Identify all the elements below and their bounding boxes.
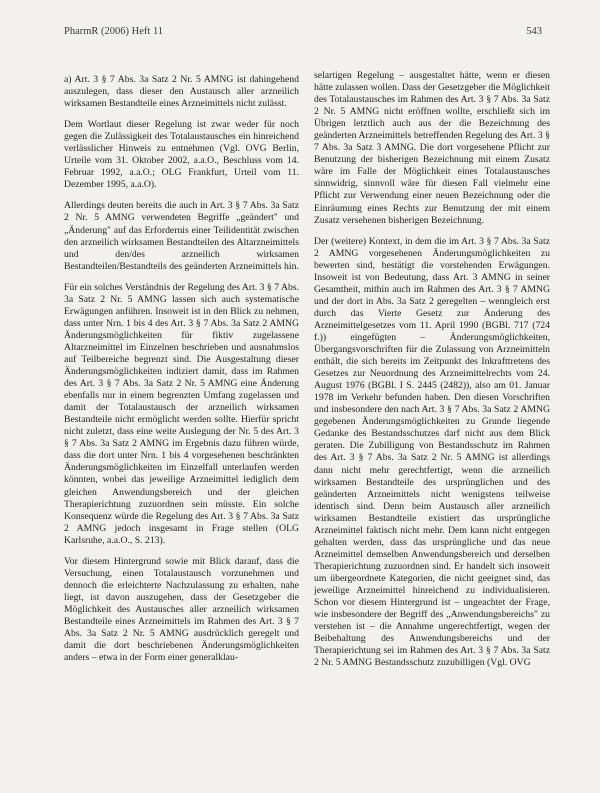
paragraph: Der (weitere) Kontext, in dem die im Art. 3 § 7 Abs. 3a Satz 2 AMNG vorgesehenen Änderungsmöglichkeiten zu bewerten sind, bestätigt die vorstehenden Erwägungen. Insoweit ist von Bedeutung, dass Art. 3 AMNG in seiner Gesamtheit, mithin auch im Rahmen des Art. 3 § 7 AMNG und der dort in Abs. 3a Satz 2 geregelten – wenngleich erst durch das Vierte Gesetz zur Änderung des Arzneimittelgesetzes vom 11. April 1990 (BGBl. 717 (724 f.)) eingefügten – Änderungsmöglichkeiten, Übergangsvorschriften für die Zulassung von Arzneimitteln enthält, die sich bereits im Zeitpunkt des Inkrafttretens des Gesetzes zur Neuordnung des Arzneimittelrechts vom 24. August 1976 (BGBl. I S. 2445 (2482)), also am 01. Januar 1978 im Verkehr befunden haben. Den diesen Vorschriften und insbesondere den nach Art. 3 § 7 Abs. 3a Satz 2 AMNG gegebenen Änderungsmöglichkeiten zu Grunde liegende Gedanke des Bestandsschutzes darf nicht aus dem Blick geraten. Die Zubilligung von Bestandsschutz im Rahmen des Art. 3 § 7 Abs. 3a Satz 2 Nr. 5 AMNG ist allerdings dann nicht mehr gerechtfertigt, wenn die arzneilich wirksamen Bestandteile des ursprünglichen und des geänderten Arzneimittels nicht wenigstens teilweise identisch sind. Denn beim Austausch aller arzneilich wirksamen Bestandteile existiert das ursprüngliche Arzneimittel faktisch nicht mehr. Dem kann nicht entgegen gehalten werden, dass das ursprüngliche und das neue Arzneimittel demselben Anwendungsbereich und derselben Therapierichtung zuzuordnen sind. Er handelt sich insoweit um übergeordnete Kategorien, die nicht geeignet sind, das jeweilige Arzneimittel hinreichend zu individualisieren. Schon vor diesem Hintergrund ist – ungeachtet der Frage, wie insbesondere der Begriff des „Anwendungsbereichs" zu verstehen ist – die Annahme ungerechtfertigt, wegen der Beibehaltung des Anwendungsbereichs und der Therapierichtung sei im Rahmen des Art. 3 § 7 Abs. 3a Satz 2 Nr. 5 AMNG Bestandsschutz zuzubilligen (Vgl. OVG (314, 235, 550, 669)
paragraph: a) Art. 3 § 7 Abs. 3a Satz 2 Nr. 5 AMNG ist dahingehend auszulegen, dass dieser den Austausch aller arzneilich wirksamen Bestandteile eines Arzneimittels nicht zulässt. (64, 74, 299, 110)
paragraph: Dem Wortlaut dieser Regelung ist zwar weder für noch gegen die Zulässigkeit des Totalaustausches ein hinreichend verlässlicher Hinweis zu entnehmen (Vgl. OVG Berlin, Urteile vom 31. Oktober 2002, a.a.O., Beschluss vom 14. Februar 1992, a.a.O.; OLG Frankfurt, Urteil vom 11. Dezember 1995, a.a.O). (64, 119, 299, 191)
paragraph: Allerdings deuten bereits die auch in Art. 3 § 7 Abs. 3a Satz 2 Nr. 5 AMNG verwendeten Begriffe „geändert" und „Änderung" auf das Erfordernis einer Teilidentität zwischen den arzneilich wirksamen Bestandteilen des Altarzneimittels und den/des arzneilich wirksamen Bestandteilen/Bestandteils des geänderten Arzneimittels hin. (64, 200, 299, 272)
left-column (64, 74, 299, 664)
page-number: 543 (526, 26, 542, 37)
paragraph: Vor diesem Hintergrund sowie mit Blick darauf, dass die Versuchung, einen Totalaustausch vorzunehmen und dennoch die erleichterte Nachzulassung zu erhalten, nahe liegt, ist davon auszugehen, dass der Gesetzgeber die Möglichkeit des Austausches aller arzneilich wirksamen Bestandteile eines Arzneimittels im Rahmen des Art. 3 § 7 Abs. 3a Satz 2 Nr. 5 AMNG ausdrücklich geregelt und damit die dort beschriebenen Änderungsmöglichkeiten anders – etwa in der Form einer generalklau- (64, 555, 299, 664)
paragraph: selartigen Regelung – ausgestaltet hätte, wenn er diesen hätte zulassen wollen. Dass der Gesetzgeber die Möglichkeit des Totalaustausches im Rahmen des Art. 3 § 7 Abs. 3a Satz 2 Nr. 5 AMNG nicht eröffnen wollte, erschließt sich im Übrigen letztlich auch aus der die Bezeichnung des geänderten Arzneimittels betreffenden Regelung des Art. 3 § 7 Abs. 3a Satz 3 AMNG. Die dort vorgesehene Pflicht zur Benutzung der bisherigen Bezeichnung mit einem Zusatz wäre im Falle der Möglichkeit eines Totalaustausches sinnwidrig, sinnvoll wäre für diesen Fall vielmehr eine Pflicht zur Verwendung einer neuen Bezeichnung oder die Einräumung eines Rechts zur Benutzung der mit einem Zusatz versehenen bisherigen Bezeichnung. (314, 70, 550, 226)
right-column (314, 70, 550, 669)
paragraph: Für ein solches Verständnis der Regelung des Art. 3 § 7 Abs. 3a Satz 2 Nr. 5 AMNG lassen sich auch systematische Erwägungen anführen. Insoweit ist in den Blick zu nehmen, dass unter Nrn. 1 bis 4 des Art. 3 § 7 Abs. 3a Satz 2 AMNG Änderungsmöglichkeiten für fiktiv zugelassene Altarzneimittel im Einzelnen beschrieben und ausnahmslos auf Teilbereiche begrenzt sind. Die Ausgestaltung dieser Änderungsmöglichkeiten indiziert damit, dass im Rahmen des Art. 3 § 7 Abs. 3a Satz 2 Nr. 5 AMNG eine Änderung ebenfalls nur in einem begrenzten Umfang zugelassen und damit der Totalaustausch der arzneilich wirksamen Bestandteile nicht ermöglicht werden sollte. Hierfür spricht nicht zuletzt, dass eine weite Auslegung der Nr. 5 des Art. 3 § 7 Abs. 3a Satz 2 AMNG im Ergebnis dazu führen würde, dass die dort unter Nrn. 1 bis 4 vorgesehenen beschränkten Änderungsmöglichkeiten im Einzelfall unterlaufen werden könnten, wobei das jeweilige Arzneimittel lediglich dem gleichen Anwendungsbereich und der gleichen Therapierichtung zuzuordnen sein müsste. Ein solche Konsequenz würde die Regelung des Art. 3 § 7 Abs. 3a Satz 2 AMNG jedoch insgesamt in Frage stellen (OLG Karlsruhe, a.a.O., S. 213). (64, 281, 299, 546)
journal-citation: PharmR (2006) Heft 11 (64, 26, 164, 37)
